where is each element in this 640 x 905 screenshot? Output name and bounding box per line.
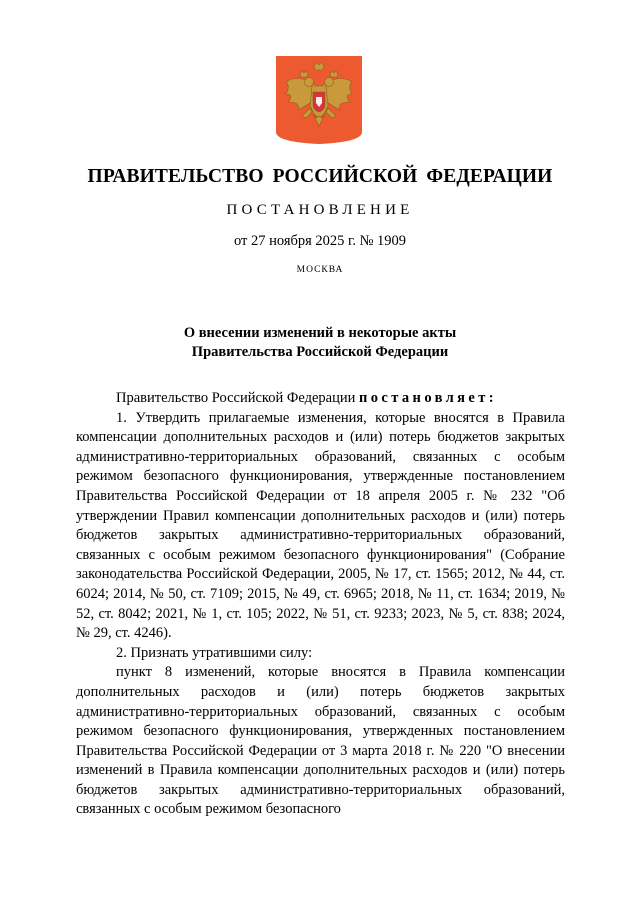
government-title: ПРАВИТЕЛЬСТВО РОССИЙСКОЙ ФЕДЕРАЦИИ: [87, 166, 553, 187]
document-heading: [0, 324, 640, 362]
paragraph-2: 2. Признать утратившими силу:: [116, 644, 313, 661]
document-type: ПОСТАНОВЛЕНИЕ: [226, 202, 414, 218]
document-city: МОСКВА: [296, 265, 344, 275]
document-date-number: от 27 ноября 2025 г. № 1909: [233, 233, 407, 249]
paragraph-3: пункт 8 изменений, которые вносятся в Правила компенсации дополнительных расходов и (или) потерь бюджетов закрытых административно-территориальных образований, связанных с особым режимом безопасного функционирования, утвержденных постановлением Правительства Российской Федерации от 3 марта 2018 г. № 220 "О внесении изменений в Правила компенсации дополнительных расходов и (или) потерь бюджетов закрытых административно-территориальных образований, связанных с особым режимом безопасного: [76, 664, 565, 818]
heading-line-2: Правительства Российской Федерации: [191, 344, 449, 360]
heading-line-1: О внесении изменений в некоторые акты: [183, 325, 457, 341]
paragraph-1: 1. Утвердить прилагаемые изменения, которые вносятся в Правила компенсации дополнительных расходов и (или) потерь бюджетов закрытых административно-территориальных образований, связанных с особым режимом безопасного функционирования, утвержденные постановлением Правительства Российской Федерации от 18 апреля 2005 г. № 232 "Об утверждении Правил компенсации дополнительных расходов и (или) потерь бюджетов закрытых административно-территориальных образований, связанных с особым режимом безопасного функционирования" (Собрание законодательства Российской Федерации, 2005, № 17, ст. 1565; 2012, № 44, ст. 6024; 2014, № 50, ст. 7109; 2015, № 49, ст. 6965; 2018, № 11, ст. 1634; 2019, № 52, ст. 8042; 2021, № 1, ст. 105; 2022, № 51, ст. 9233; 2023, № 5, ст. 838; 2024, № 29, ст. 4246).: [76, 409, 565, 642]
document-body: [76, 389, 565, 820]
intro-verb: постановляет:: [358, 390, 498, 406]
intro-paragraph: [76, 389, 565, 409]
coat-of-arms-emblem: [276, 56, 362, 144]
intro-text: Правительство Российской Федерации: [116, 390, 359, 406]
